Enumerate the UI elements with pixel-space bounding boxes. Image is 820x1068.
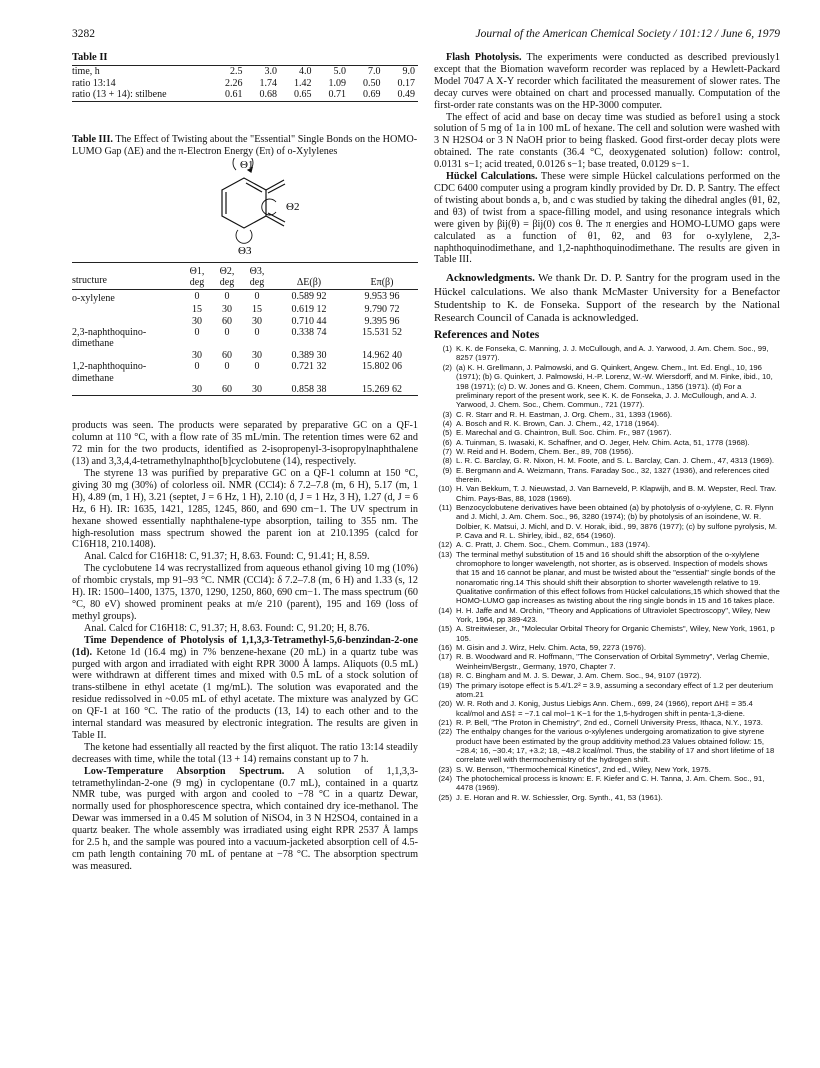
reference-item <box>434 652 780 671</box>
table-cell: 0 <box>194 326 200 338</box>
table-cell: 3.0 <box>264 66 277 77</box>
table-cell: 15.802 06 <box>362 361 402 373</box>
reference-text: L. R. C. Barclay, G. R. Nixon, H. M. Foote, and S. L. Barclay, Can. J. Chem., 47, 4313 (1969). <box>456 456 775 466</box>
paragraph: The ketone had essentially all reacted by the first aliquot. The ratio 13:14 steadily decreases with time, while the total (13 + 14) remains constant up to 7 h. <box>72 741 418 765</box>
table-cell: o-xylylene <box>72 292 115 304</box>
section-heading: Low-Temperature Absorption Spectrum. <box>84 765 285 777</box>
reference-number: (16) <box>438 643 452 653</box>
table-row <box>72 78 418 90</box>
reference-item <box>434 503 780 540</box>
paragraph: The cyclobutene 14 was recrystallized from aqueous ethanol giving 10 mg (10%) of rhombic crystals, mp 91–93 °C. NMR (CCl4): δ 7.2–7.8 (m, 6 H) and 1.33 (s, 12 H). IR: 1500–1400, 1375, 1370, 1290, 1250, 860, 690 cm−1. The mass spectrum (60 °C, 80 eV) showed prominent peaks at m/e 210 (parent), 195 and 169 (loss of methyl groups). <box>72 563 418 622</box>
table-cell: 0.68 <box>259 89 277 100</box>
table2 <box>72 65 418 102</box>
table-row <box>72 350 418 361</box>
table-cell: 0 <box>254 326 260 338</box>
reference-number: (17) <box>438 652 452 662</box>
reference-item <box>434 438 780 447</box>
reference-text: E. Marechal and G. Chaintron, Bull. Soc. Chim. Fr., 987 (1967). <box>456 428 672 438</box>
table-cell: 9.395 96 <box>364 315 400 327</box>
table-cell: 60 <box>222 383 232 395</box>
reference-number: (7) <box>442 446 452 456</box>
reference-text: E. Bergmann and A. Weizmann, Trans. Faraday Soc., 32, 1327 (1936), and references cited therein. <box>456 465 770 484</box>
paragraph-text: Ketone 1d (16.4 mg) in 7% benzene-hexane (20 mL) in a quartz tube was purged with argon and irradiated with eight RPR 3000 Å lamps. Aliquots (0.5 mL) were withdrawn at different times and mixed with 0.5 mL of a stock solution of trans-stilbene in ethyl acetate (1 mg/mL). The solution was evaporated and the residue redissolved in ~0.05 mL of ethyl acetate. The mixture was analyzed by GC on QF-1 at 160 °C. The ratio of the products (13, 14) to each other and to the internal standard was measured by electronic integration. The results are given in Table II. <box>72 646 418 741</box>
reference-text: S. W. Benson, "Thermochemical Kinetics", 2nd ed., Wiley, New York, 1975. <box>456 764 711 774</box>
journal-title: Journal of the American Chemical Society / 101:12 / June 6, 1979 <box>475 28 780 40</box>
table-cell: 4.0 <box>299 66 312 77</box>
table-cell: 15 <box>192 304 202 316</box>
reference-text: The primary isotope effect is 5.4/1.2² = 3.9, assuming a secondary effect of 1.2 per deuterium atom.21 <box>456 680 773 699</box>
reference-item <box>434 484 780 503</box>
table-cell: 0 <box>254 361 260 373</box>
paragraph-text: These were simple Hückel calculations performed on the CDC 6400 computer using a program kindly provided by Dr. D. P. Santry. The effect of twisting about bonds a, b, and c was studied by taking the dihedral angles (θ1, θ2, and θ3) of twist from a space-filling model, and using resonance integrals which were given by βij(θ) = βij(0) cos θ. The π energies and HOMO-LUMO gaps were calculated as a function of θ1, θ2, and θ3 for o-xylylene, 2,3-naphthoquinodimethane, and 1,2-naphthoquinodimethane. The results are given in Table III. <box>434 171 780 266</box>
table-cell: 0.619 12 <box>291 304 327 316</box>
table-cell: 5.0 <box>333 66 346 77</box>
reference-text: W. R. Roth and J. Konig, Justus Liebigs Ann. Chem., 699, 24 (1966), report ΔH‡ = 35.4 kcal/mol and ΔS‡ = −7.1 cal mol−1 K−1 for the 1,5-hydrogen shift in penta-1,3-diene. <box>456 699 753 718</box>
oxylylene-structure-figure <box>72 158 418 262</box>
table-cell: ratio 13:14 <box>72 77 116 89</box>
table-cell: 0.71 <box>328 89 346 100</box>
table-cell: 9.0 <box>402 66 415 77</box>
reference-text: R. B. Woodward and R. Hoffmann, "The Conservation of Orbital Symmetry", Verlag Chemie, Weinheim/Bergstr., Germany, 1970, Chapter 7. <box>456 652 770 671</box>
table-cell: 0.17 <box>397 77 415 89</box>
reference-text: Benzocyclobutene derivatives have been obtained (a) by photolysis of o-xylylene, C. R. Flynn and J. Michl, J. Am. Chem. Soc., 96, 3280 (1974); (b) by photolysis of an isoindene, W. R. Dolbier, K. Matsui, J. Michl, and D. V. Horak, ibid., 99, 3876 (1977); (c) by sulfone pyrolysis, M. P. Cava and R. L. Shirley, ibid., 82, 654 (1960). <box>456 502 778 540</box>
reference-text: A. C. Pratt, J. Chem. Soc., Chem. Commun., 183 (1974). <box>456 540 650 550</box>
table-cell: 2.5 <box>230 66 243 77</box>
reference-item <box>434 456 780 465</box>
theta3-label: Θ3 <box>238 244 252 257</box>
paragraph: Anal. Calcd for C16H18: C, 91.37; H, 8.63. Found: C, 91.41; H, 8.59. <box>84 551 370 563</box>
table-cell: ratio (13 + 14): stilbene <box>72 89 167 100</box>
table-cell: 0.65 <box>294 89 312 100</box>
table-cell: 0.721 32 <box>291 361 327 373</box>
table-cell: 0 <box>224 361 230 373</box>
table-cell: 15 <box>252 304 262 316</box>
reference-item <box>434 344 780 363</box>
left-body-text <box>72 420 418 872</box>
table-cell: 30 <box>252 349 262 361</box>
paragraph <box>434 52 780 112</box>
reference-text: (a) K. H. Grellmann, J. Palmowski, and G. Quinkert, Angew. Chem., Int. Ed. Engl., 10, 196 (1971); (b) G. Quinkert, J. Palmowski, H.-P. Lorenz, W.-W. Wiersdorff, and M. Finke, ibid., 10, 198 (1971); (c) D. W. Jones and G. Kneen, Chem. Commun., 1356 (1971). (d) For a preliminary report of the present work, see K. K. de Fonseka, J. J. McCullough, and A. J. Yarwood, J. Chem. Soc., Chem. Commun., 721 (1977). <box>456 362 773 410</box>
col-header: Θ1, deg <box>189 265 205 289</box>
paragraph-text: A solution of 1,1,3,3-tetramethylindan-2-one (9 mg) in cyclopentane (0.7 mL), contained in a quartz NMR tube, was purged with argon and cooled to −78 °C in a quartz Dewar, normally used for phosphorescence spectra, which contained dry ice-methanol. The Dewar was immersed in a 0.45 M solution of NiSO4, in 3 N H2SO4, contained in a quartz beaker. The whole assembly was irradiated using eight RPR 2537 Å lamps for 2.5 h, and the sample was poured into a vacuum-jacketed absorption cell of 4.5-cm path length containing 70 mL of pentane at −78 °C. The absorption spectrum was measured. <box>72 765 418 872</box>
reference-item <box>434 765 780 774</box>
table-cell: 30 <box>192 349 202 361</box>
reference-item <box>434 671 780 680</box>
table-cell: 0.69 <box>363 89 381 100</box>
table-cell: 9.790 72 <box>364 304 400 316</box>
reference-text: A. Bosch and R. K. Brown, Can. J. Chem., 42, 1718 (1964). <box>456 418 659 428</box>
table-row <box>72 327 418 350</box>
table-cell: 0.49 <box>397 89 415 100</box>
reference-item <box>434 410 780 419</box>
reference-number: (14) <box>438 605 452 615</box>
section-heading: Flash Photolysis. <box>446 52 522 63</box>
reference-number: (2) <box>442 362 452 372</box>
reference-number: (3) <box>442 409 452 419</box>
table-cell: 2.26 <box>225 77 243 89</box>
reference-text: A. Tuinman, S. Iwasaki, K. Schaffner, and O. Jeger, Helv. Chim. Acta, 51, 1778 (1968). <box>456 437 750 447</box>
reference-number: (8) <box>442 456 452 466</box>
reference-number: (11) <box>438 502 452 512</box>
reference-text: A. Streitwieser, Jr., "Molecular Orbital Theory for Organic Chemists", Wiley, New York, 1961, p 105. <box>456 624 775 643</box>
table-cell: 0 <box>254 291 260 303</box>
paragraph <box>72 766 418 873</box>
col-header: Θ3, deg <box>249 265 265 289</box>
reference-item <box>434 774 780 793</box>
reference-text: The terminal methyl substitution of 15 and 16 should shift the absorption of the o-xylylene chromophore to longer wavelength, not shorter, as is observed. Inspection of models shows that 15 and 16 cannot be planar, and must be twisted about the "essential" single bonds of the nonaromatic ring.14 This should shift their absorption to shorter wavelength relative to 19. Qualitative confirmation of this effect follows from Hückel calculations,15 which showed that the HOMO-LUMO gap increases as twisting about the ring single bonds in 15 and 16 takes place. <box>456 549 780 606</box>
table-row <box>72 66 418 78</box>
table-row <box>72 89 418 101</box>
table-cell: 15.531 52 <box>362 326 402 338</box>
table-cell: 0.589 92 <box>291 291 327 303</box>
page-header <box>72 28 780 46</box>
reference-number: (21) <box>438 717 452 727</box>
table-cell: 1.09 <box>328 77 346 89</box>
table-cell: 0.338 74 <box>291 326 327 338</box>
table3 <box>72 262 418 396</box>
reference-item <box>434 540 780 549</box>
table-row <box>72 304 418 315</box>
references-heading: References and Notes <box>434 329 540 342</box>
reference-number: (15) <box>438 624 452 634</box>
table-cell: time, h <box>72 66 100 77</box>
references-list <box>434 344 780 802</box>
table-cell: 15.269 62 <box>362 383 402 395</box>
table-cell: 0 <box>224 291 230 303</box>
reference-item <box>434 643 780 652</box>
table-cell: 1,2-naphthoquino-dimethane <box>72 361 147 384</box>
paragraph: The effect of acid and base on decay time was studied as before1 using a stock solution of 5 mg of 1a in 100 mL of hexane. The cell and solution were washed with 3 N H2SO4 or 3 N NaOH prior to being flasked. Good first-order decay plots were obtained. The rate constants (36.4 °C, deoxygenated solution) follow: control, 0.0131 s−1; acid treated, 0.0126 s−1; base treated, 0.0129 s−1. <box>434 111 780 171</box>
table-cell: 0.61 <box>225 89 243 100</box>
reference-text: H. Van Bekkum, T. J. Nieuwstad, J. Van Barneveld, P. Klapwijh, and B. M. Wepster, Recl. Trav. Chim. Pays-Bas, 88, 1028 (1969). <box>456 484 777 503</box>
table3-caption <box>72 134 418 158</box>
reference-item <box>434 606 780 625</box>
table-cell: 2,3-naphthoquino-dimethane <box>72 326 147 350</box>
table-cell: 0.858 38 <box>291 383 327 395</box>
left-column <box>72 52 418 873</box>
reference-text: R. C. Bingham and M. J. S. Dewar, J. Am. Chem. Soc., 94, 9107 (1972). <box>456 671 702 681</box>
reference-item <box>434 428 780 437</box>
col-header: structure <box>72 275 107 287</box>
table-cell: 0 <box>194 291 200 303</box>
reference-text: K. K. de Fonseka, C. Manning, J. J. McCullough, and A. J. Yarwood, J. Am. Chem. Soc., 99, 8257 (1977). <box>456 344 769 363</box>
reference-number: (24) <box>438 773 452 783</box>
table-row <box>72 361 418 384</box>
table-cell <box>72 350 182 361</box>
reference-item <box>434 624 780 643</box>
reference-number: (4) <box>442 418 452 428</box>
reference-item <box>434 447 780 456</box>
paragraph <box>72 635 418 742</box>
table3-label: Table III. <box>72 133 113 145</box>
table2-title: Table II <box>72 52 108 63</box>
acknowledgments <box>434 272 780 325</box>
paragraph-text: We thank Dr. D. P. Santry for the program used in the Hückel calculations. We also thank McMaster University for a Benefactor Studentship to K. de Fonseka. Support of the research by the National Research Council of Canada is acknowledged. <box>434 272 780 324</box>
reference-number: (10) <box>438 484 452 494</box>
table-cell: 0 <box>224 326 230 338</box>
reference-item <box>434 550 780 606</box>
reference-number: (13) <box>438 549 452 559</box>
table-cell: 0 <box>194 361 200 373</box>
table-cell: 1.42 <box>294 77 312 89</box>
table-cell: 30 <box>222 304 232 316</box>
reference-text: C. R. Starr and R. H. Eastman, J. Org. Chem., 31, 1393 (1966). <box>456 409 673 419</box>
reference-number: (18) <box>438 671 452 681</box>
reference-text: The photochemical process is known: E. F. Kiefer and C. H. Tanna, J. Am. Chem. Soc., 91, 4478 (1969). <box>456 773 765 793</box>
table-cell: 30 <box>252 383 262 395</box>
right-column <box>434 52 780 802</box>
reference-item <box>434 466 780 485</box>
table-header-row <box>72 262 418 289</box>
oxylylene-structure-drawing <box>72 158 418 262</box>
table-row <box>72 384 418 396</box>
theta1-label: Θ1 <box>240 158 254 171</box>
reference-number: (25) <box>438 792 452 802</box>
reference-number: (22) <box>438 727 452 737</box>
table-cell <box>72 304 182 315</box>
table-cell: 60 <box>222 315 232 327</box>
reference-text: J. E. Horan and R. W. Schiessler, Org. Synth., 41, 53 (1961). <box>456 792 663 802</box>
table-cell: 30 <box>192 315 202 327</box>
reference-text: W. Reid and H. Bodem, Chem. Ber., 89, 708 (1956). <box>456 446 634 456</box>
table-cell: 30 <box>252 315 262 327</box>
reference-number: (12) <box>438 540 452 550</box>
paragraph <box>434 171 780 266</box>
table3-caption-text: The Effect of Twisting about the "Essential" Single Bonds on the HOMO-LUMO Gap (ΔE) and the π-Electron Energy (Eπ) of o-Xylylenes <box>72 133 418 157</box>
table-row <box>72 289 418 304</box>
page-number: 3282 <box>72 28 95 40</box>
table-cell: 60 <box>222 349 232 361</box>
table-cell: 9.953 96 <box>364 291 400 303</box>
table-cell <box>72 384 182 396</box>
table-cell: 30 <box>192 383 202 395</box>
reference-text: M. Gisin and J. Wirz, Helv. Chim. Acta, 59, 2273 (1976). <box>456 643 646 653</box>
section-heading: Time Dependence of Photolysis of 1,1,3,3-Tetramethyl-5,6-benzindan-2-one (1d). <box>72 634 418 658</box>
table-cell: 0.50 <box>363 77 381 89</box>
table-cell: 0.710 44 <box>291 315 327 327</box>
col-header: Θ2, deg <box>219 265 235 289</box>
theta2-label: Θ2 <box>286 200 300 213</box>
table-cell: 14.962 40 <box>362 349 402 361</box>
reference-item <box>434 718 780 727</box>
paragraph: Anal. Calcd for C16H18: C, 91.37; H, 8.63. Found: C, 91.20; H, 8.76. <box>84 622 370 634</box>
reference-item <box>434 727 780 764</box>
paragraph: products was seen. The products were separated by preparative GC on a QF-1 column at 110 °C, with a flow rate of 35 mL/min. The retention times were 62 and 72 min for the two products, identified as 2-isopropenyl-3-isopropylnaphthalene (13) and 3,3,4,4-tetramethylnaphtho[b]cyclobutene (14), respectively. <box>72 420 418 468</box>
reference-item <box>434 363 780 410</box>
reference-number: (20) <box>438 699 452 709</box>
paragraph: The styrene 13 was purified by preparative GC on a QF-1 column at 150 °C, giving 30 mg (30%) of colorless oil. NMR (CCl4): δ 7.2–7.8 (m, 6 H), 5.17 (m, 1 H), 4.89 (m, 1 H), 3.21 (septet, J = 6 Hz, 1 H), 2.10 (d, J = 1 Hz, 3 H), 1.27 (d, J = 6 Hz, 6 H). IR: 1635, 1421, 1285, 1245, 860, and 690 cm−1. The UV spectrum in hexane showed essentially naphthalene-type absorption, tailing to 355 nm. The high-resolution mass spectrum showed the parent ion at 210.1395 (calcd for C16H18, 210.1408). <box>72 468 418 551</box>
col-header: Eπ(β) <box>370 277 394 289</box>
reference-number: (9) <box>442 465 452 475</box>
reference-text: H. H. Jaffe and M. Orchin, "Theory and Applications of Ultraviolet Spectroscopy", Wiley, New York, 1964, pp 389-423. <box>456 605 771 625</box>
reference-number: (6) <box>442 437 452 447</box>
table-cell: 7.0 <box>368 66 381 77</box>
reference-item <box>434 681 780 700</box>
paragraph-text: The experiments were conducted as described previously1 except that the Biomation waveform recorder was replaced by a Hewlett-Packard Model 7047 A X-Y recorder which facilitated the measurement of slower rates. The decay curves were obtained on chart and processed manually. Computation of the first-order rate constants was on the HP-3000 computer. <box>434 52 780 111</box>
reference-item <box>434 419 780 428</box>
reference-number: (19) <box>438 680 452 690</box>
reference-text: R. P. Bell, "The Proton in Chemistry", 2nd ed., Cornell University Press, Ithaca, N.Y., 1973. <box>456 717 763 727</box>
table-row <box>72 316 418 327</box>
reference-item <box>434 793 780 802</box>
reference-number: (23) <box>438 764 452 774</box>
reference-number: (1) <box>442 344 452 354</box>
reference-number: (5) <box>442 428 452 438</box>
table-cell <box>72 316 182 327</box>
table-cell: 1.74 <box>259 77 277 89</box>
table-cell: 0.389 30 <box>291 349 327 361</box>
section-heading: Hückel Calculations. <box>446 171 538 183</box>
reference-text: The enthalpy changes for the various o-xylylenes undergoing aromatization to give styrene product have been estimated by the group additivity method.23 Values obtained follow: 15, −28.4; 16, −30.4; 17, +3.2; 18, −48.2 kcal/mol. Thus, the stability of 17 and short lifetime of 18 correlate well with thermochemistry of the hydrogen shift. <box>456 727 775 765</box>
reference-item <box>434 699 780 718</box>
col-header: ΔE(β) <box>296 277 322 289</box>
section-heading: Acknowledgments. <box>446 272 535 285</box>
